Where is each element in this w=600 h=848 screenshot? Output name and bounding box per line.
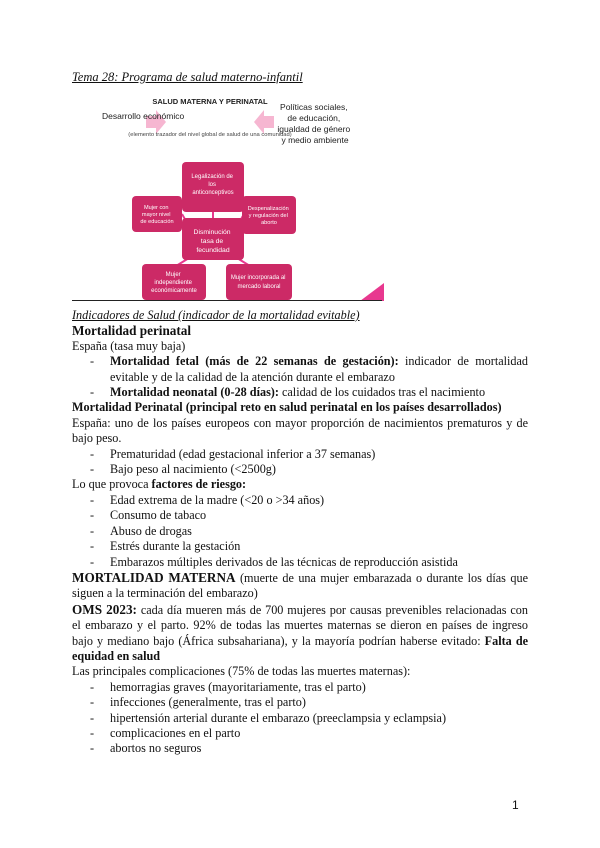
- fetal-text: indicador de mortalidad evitable y de la calidad de la atención durante el embarazo: [110, 354, 528, 384]
- oms-text: cada día mueren más de 700 mujeres por causas prevenibles relacionadas con el embarazo y el parto. 92% de todas las muertes maternas se dieron en países de ingreso bajo y mediano bajo (África subsahariana), y la mayoría podrían haberse evitado:: [72, 602, 528, 648]
- list-item: - abortos no seguros: [72, 741, 528, 756]
- node-text: los: [208, 182, 216, 188]
- oms-paragraph: [72, 602, 528, 665]
- page-number: 1: [512, 798, 519, 812]
- node-text: anticonceptivos: [192, 190, 234, 196]
- spain-rate: España (tasa muy baja): [72, 338, 186, 353]
- right-arrow-icon: [254, 110, 274, 134]
- oms-bold: OMS 2023:: [72, 601, 137, 617]
- node-text: de educación: [140, 219, 174, 225]
- left-label-text: Desarrollo económico: [102, 111, 185, 121]
- node-text: y regulación del: [248, 213, 288, 219]
- right-label-line: de educación,: [287, 113, 341, 123]
- diagram-center-title: [152, 97, 268, 106]
- list-item: [72, 385, 528, 400]
- list-item: - infecciones (generalmente, tras el parto): [72, 695, 528, 710]
- right-label-line: igualdad de género: [277, 124, 351, 134]
- list-item: - hemorragias graves (mayoritariamente, tras el parto): [72, 680, 528, 695]
- spain-list: [72, 447, 528, 478]
- complications-list: [72, 680, 528, 757]
- node-text: económicamente: [151, 288, 197, 294]
- maternal-text: (muerte de una mujer embarazada o durante los días que siguen a la terminación del embarazo): [72, 570, 528, 601]
- node-text: aborto: [261, 220, 277, 226]
- maternal-bold: MORTALIDAD MATERNA: [72, 569, 236, 585]
- document-title: Tema 28: Programa de salud materno-infantil: [72, 70, 303, 84]
- node-text: Disminución: [193, 229, 231, 236]
- node-text: independiente: [154, 280, 193, 286]
- node-text: mayor nivel: [141, 212, 171, 218]
- risk-intro-text: Lo que provoca: [72, 477, 152, 492]
- diagram-right-label: [277, 102, 352, 145]
- node-text: Mujer: [165, 272, 181, 278]
- node-education-label: [140, 205, 173, 225]
- maternal-paragraph: [72, 570, 528, 602]
- node-text: Legalización de: [191, 174, 234, 180]
- list-item: [72, 354, 528, 385]
- list-item: - Edad extrema de la madre (<20 o >34 años): [72, 493, 528, 508]
- list-item: - Prematuridad (edad gestacional inferior a 37 semanas): [72, 447, 528, 462]
- diagram-center-subtitle: [128, 132, 291, 138]
- list-item: - Abuso de drogas: [72, 524, 528, 539]
- node-text: mercado laboral: [237, 284, 281, 290]
- perinatal-challenge-heading: Mortalidad Perinatal (principal reto en salud perinatal en los países desarrollados): [72, 400, 502, 415]
- pink-corner-decoration: [360, 283, 384, 301]
- center-subtitle-text: (elemento trazador del nivel global de salud de una comunidad): [128, 132, 292, 138]
- maternal-health-diagram: [72, 92, 384, 302]
- list-item: - Embarazos múltiples derivados de las técnicas de reproducción asistida: [72, 555, 528, 570]
- perinatal-heading: Mortalidad perinatal: [72, 323, 192, 339]
- oms-bold-end: Falta de equidad en salud: [72, 633, 529, 663]
- neonatal-text: calidad de los cuidados tras el nacimiento: [278, 385, 486, 400]
- risk-list: [72, 493, 528, 570]
- diagram-left-label: [102, 111, 184, 121]
- indicators-heading: Indicadores de Salud (indicador de la mortalidad evitable): [72, 308, 360, 322]
- node-text: Despenalización: [247, 206, 289, 212]
- risk-bold: factores de riesgo:: [151, 477, 247, 492]
- document-body: [72, 308, 528, 757]
- node-text: fecundidad: [196, 247, 230, 254]
- mortality-list: [72, 354, 528, 400]
- complications-intro: Las principales complicaciones (75% de todas las muertes maternas):: [72, 664, 411, 679]
- node-text: tasa de: [200, 238, 224, 245]
- node-text: Mujer incorporada al: [230, 275, 286, 281]
- list-item: - hipertensión arterial durante el embarazo (preeclampsia y eclampsia): [72, 711, 528, 726]
- neonatal-bold: Mortalidad neonatal (0-28 días):: [110, 385, 279, 400]
- list-item: - Bajo peso al nacimiento (<2500g): [72, 462, 528, 477]
- center-title-text: SALUD MATERNA Y PERINATAL: [152, 97, 268, 106]
- risk-intro: [72, 477, 528, 492]
- fetal-bold: Mortalidad fetal (más de 22 semanas de gestación):: [110, 354, 399, 369]
- right-label-line: y medio ambiente: [281, 135, 349, 145]
- right-label-line: Políticas sociales,: [280, 102, 348, 112]
- diagram-divider: [72, 300, 382, 301]
- list-item: - Consumo de tabaco: [72, 508, 528, 523]
- node-labor-market: [226, 264, 292, 300]
- spain-text: España: uno de los países europeos con mayor proporción de nacimientos prematuros y de bajo peso.: [72, 415, 528, 446]
- list-item: - Estrés durante la gestación: [72, 539, 528, 554]
- node-text: Mujer con: [143, 205, 169, 211]
- list-item: - complicaciones en el parto: [72, 726, 528, 741]
